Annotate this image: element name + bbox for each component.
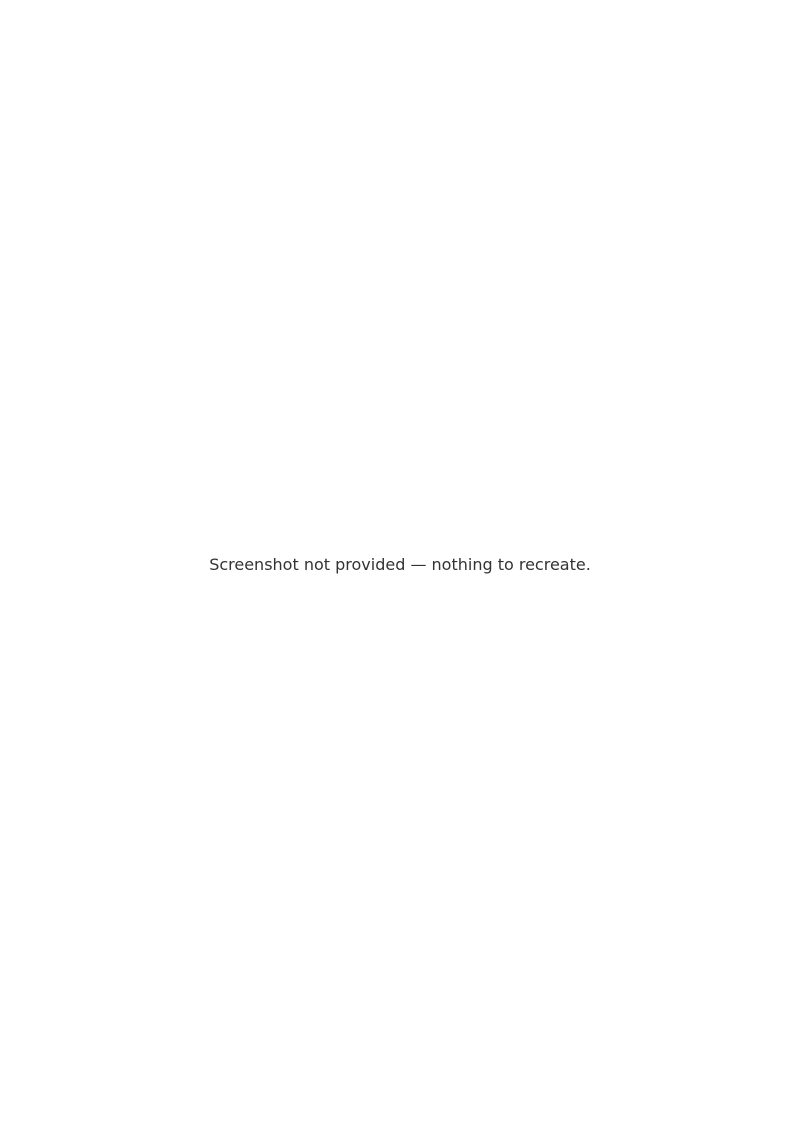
- status-message: Screenshot not provided — nothing to recreate.: [209, 555, 591, 574]
